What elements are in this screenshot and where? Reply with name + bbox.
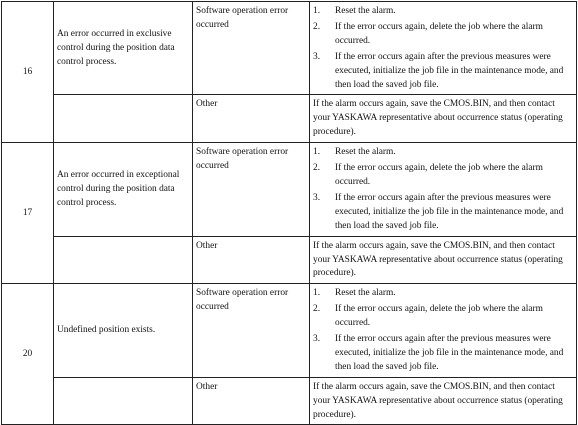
table-row: [2, 236, 577, 284]
empty-description-cell: [54, 236, 193, 284]
list-item: [313, 192, 573, 234]
remedy-cell: [310, 2, 577, 95]
list-item: [313, 287, 573, 301]
cause-cell: Software operation error occurred: [193, 2, 310, 95]
step-text: Reset the alarm.: [335, 6, 396, 16]
list-item: [313, 51, 573, 93]
list-item: [313, 21, 573, 49]
list-item: [313, 162, 573, 190]
table-row: [2, 2, 577, 95]
step-number: 1.: [313, 288, 321, 299]
list-item: [313, 146, 573, 160]
cause-cell: Other: [193, 236, 310, 284]
alarm-description: An error occurred in exclusive control during the position data control process.: [54, 2, 193, 95]
step-text: Reset the alarm.: [335, 147, 396, 158]
step-number: 1.: [313, 6, 321, 16]
step-text: If the error occurs again after the previous measures were executed, initialize the job file in the maintenance mode, and then load the saved job file.: [335, 192, 564, 231]
alarm-table: [1, 1, 577, 425]
table-row: [2, 95, 577, 143]
cause-cell: Software operation error occurred: [193, 143, 310, 236]
step-text: If the error occurs again after the previous measures were executed, initialize the job file in the maintenance mode, and then load the saved job file.: [335, 334, 564, 372]
step-text: If the error occurs again after the previous measures were executed, initialize the job file in the maintenance mode, and then load the saved job file.: [335, 51, 564, 90]
remedy-cell: If the alarm occurs again, save the CMOS.BIN, and then contact your YASKAWA representative about occurrence status (operating procedure).: [310, 377, 577, 425]
empty-description-cell: [54, 377, 193, 425]
table-row: [2, 143, 577, 236]
remedy-steps: [313, 287, 573, 374]
cause-cell: Other: [193, 377, 310, 425]
list-item: [313, 333, 573, 375]
alarm-code: 16: [2, 2, 54, 143]
alarm-code: 17: [2, 143, 54, 284]
step-number: 3.: [313, 334, 321, 345]
step-text: If the error occurs again, delete the job where the alarm occurred.: [335, 21, 543, 46]
remedy-cell: If the alarm occurs again, save the CMOS.BIN, and then contact your YASKAWA representative about occurrence status (operating procedure).: [310, 236, 577, 284]
list-item: [313, 303, 573, 331]
remedy-steps: [313, 146, 573, 233]
alarm-code: 20: [2, 284, 54, 425]
cause-cell: Software operation error occurred: [193, 284, 310, 377]
remedy-steps: [313, 5, 573, 92]
remedy-cell: If the alarm occurs again, save the CMOS.BIN, and then contact your YASKAWA representative about occurrence status (operating procedure).: [310, 95, 577, 143]
step-number: 2.: [313, 21, 321, 32]
table-row: [2, 284, 577, 377]
step-text: If the error occurs again, delete the job where the alarm occurred.: [335, 304, 543, 329]
step-number: 2.: [313, 304, 321, 315]
alarm-description: Undefined position exists.: [54, 284, 193, 377]
step-number: 3.: [313, 192, 321, 203]
step-number: 1.: [313, 147, 321, 158]
cause-cell: Other: [193, 95, 310, 143]
remedy-cell: [310, 284, 577, 377]
list-item: [313, 5, 573, 19]
empty-description-cell: [54, 95, 193, 143]
step-number: 3.: [313, 51, 321, 62]
step-text: If the error occurs again, delete the job where the alarm occurred.: [335, 163, 543, 187]
step-text: Reset the alarm.: [335, 288, 396, 299]
table-row: [2, 377, 577, 425]
alarm-description: An error occurred in exceptional control during the position data control process.: [54, 143, 193, 236]
step-number: 2.: [313, 163, 321, 174]
remedy-cell: [310, 143, 577, 236]
